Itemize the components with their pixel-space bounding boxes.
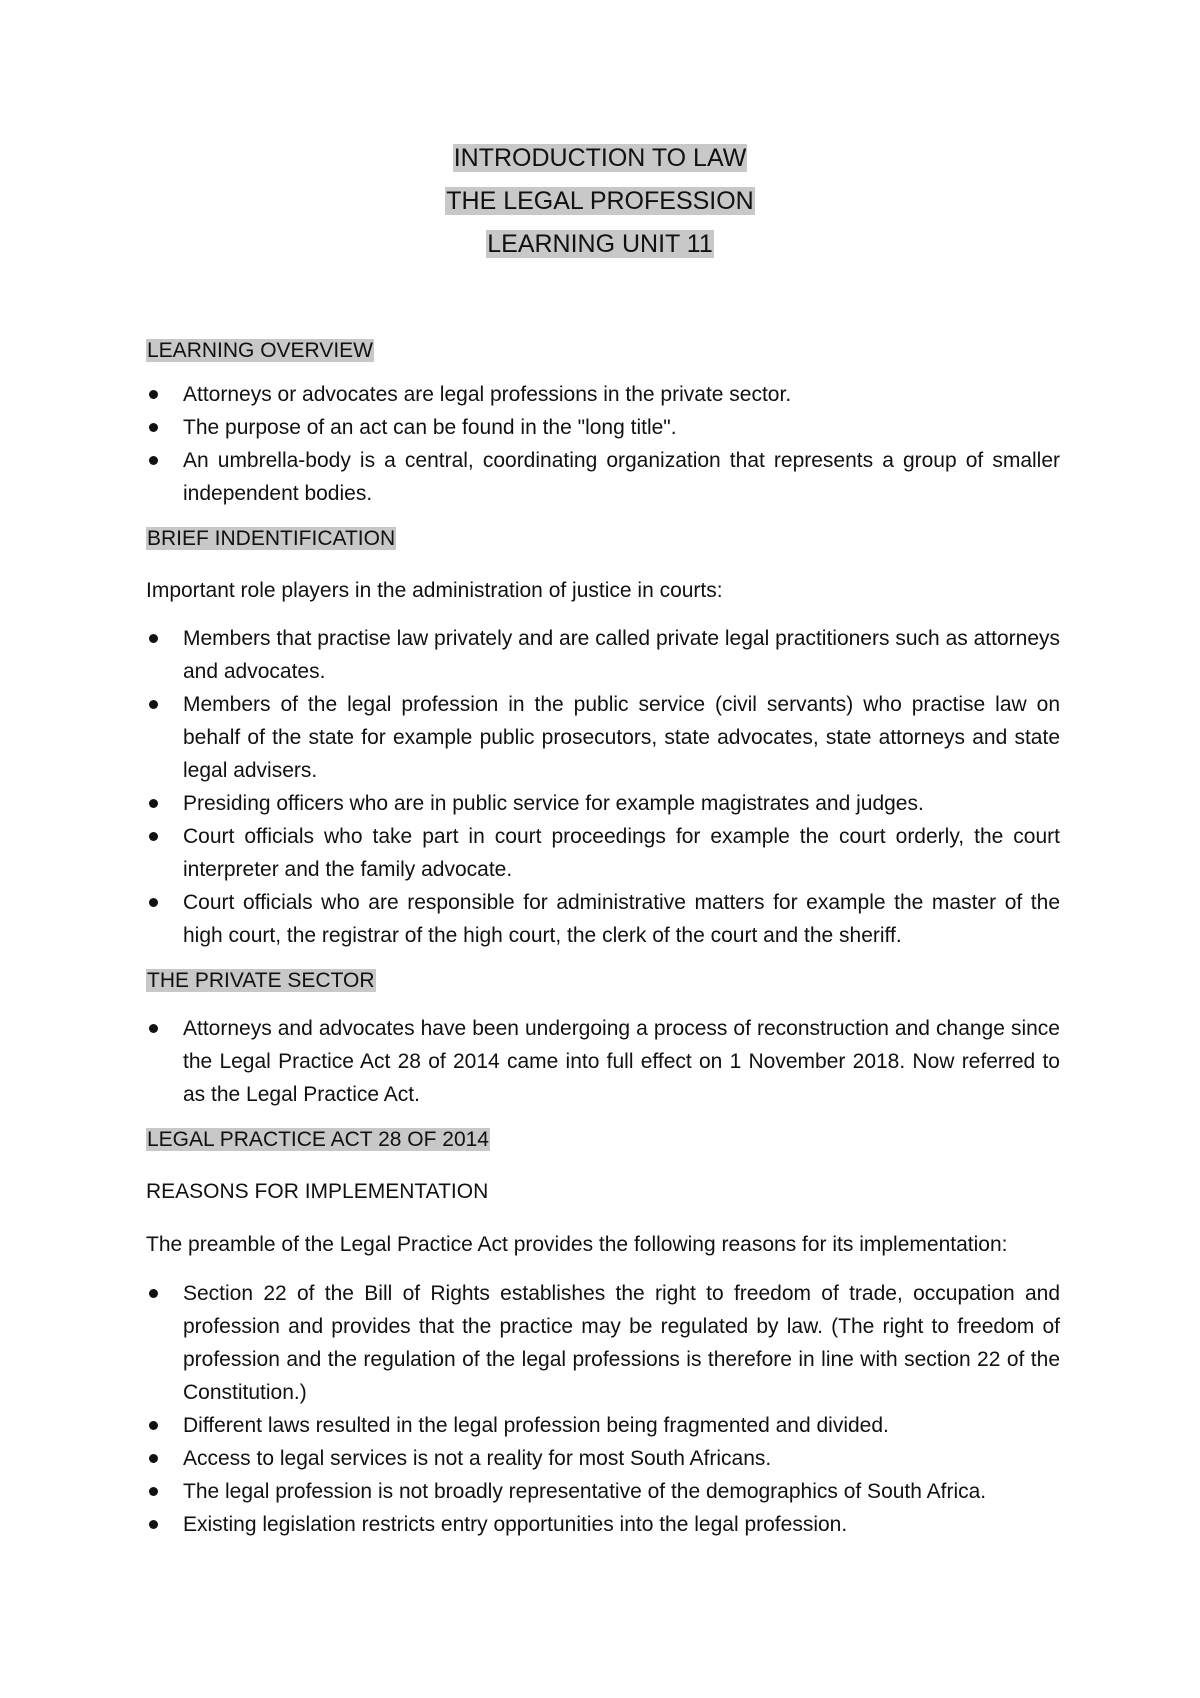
paragraph-preamble-intro: The preamble of the Legal Practice Act provides the following reasons for its implementation: <box>146 1233 1008 1256</box>
bullet-list-role-players <box>146 622 1060 952</box>
list-item: Members that practise law privately and are called private legal practitioners such as attorneys and advocates. <box>146 622 1060 688</box>
title-line-3 <box>0 230 1200 262</box>
list-item: Attorneys and advocates have been undergoing a process of reconstruction and change since the Legal Practice Act 28 of 2014 came into full effect on 1 November 2018. Now referred to as the Legal Practice Act. <box>146 1012 1060 1111</box>
document-body <box>146 336 1060 1541</box>
list-item: Existing legislation restricts entry opportunities into the legal profession. <box>146 1508 1060 1541</box>
bullet-icon <box>149 799 158 808</box>
list-item: Different laws resulted in the legal profession being fragmented and divided. <box>146 1409 1060 1442</box>
section-heading-legal-practice-act: LEGAL PRACTICE ACT 28 OF 2014 <box>147 1128 489 1151</box>
section-heading-brief-identification: BRIEF INDENTIFICATION <box>147 527 396 550</box>
list-item: Presiding officers who are in public service for example magistrates and judges. <box>146 787 1060 820</box>
bullet-icon <box>149 1421 158 1430</box>
bullet-icon <box>149 1454 158 1463</box>
bullet-icon <box>149 1520 158 1529</box>
title-topic: THE LEGAL PROFESSION <box>446 187 754 215</box>
bullet-list-learning-overview <box>146 378 1060 510</box>
bullet-icon <box>149 1024 158 1033</box>
list-item: Section 22 of the Bill of Rights establishes the right to freedom of trade, occupation and profession and provides that the practice may be regulated by law. (The right to freedom of profession and the regulation of the legal professions is therefore in line with section 22 of the Constitution.) <box>146 1277 1060 1409</box>
bullet-icon <box>149 423 158 432</box>
bullet-icon <box>149 700 158 709</box>
list-item: Court officials who take part in court proceedings for example the court orderly, the court interpreter and the family advocate. <box>146 820 1060 886</box>
bullet-icon <box>149 832 158 841</box>
section-heading-private-sector: THE PRIVATE SECTOR <box>147 969 375 992</box>
list-item: Members of the legal profession in the public service (civil servants) who practise law on behalf of the state for example public prosecutors, state advocates, state attorneys and state legal advisers. <box>146 688 1060 787</box>
list-item: Attorneys or advocates are legal professions in the private sector. <box>146 378 1060 411</box>
title-line-2 <box>0 187 1200 219</box>
bullet-icon <box>149 1487 158 1496</box>
bullet-list-reasons <box>146 1277 1060 1541</box>
bullet-icon <box>149 898 158 907</box>
title-line-1 <box>0 144 1200 176</box>
list-item: The purpose of an act can be found in the "long title". <box>146 411 1060 444</box>
section-heading-learning-overview: LEARNING OVERVIEW <box>147 339 373 362</box>
title-course: INTRODUCTION TO LAW <box>453 144 747 172</box>
list-item: Access to legal services is not a reality for most South Africans. <box>146 1442 1060 1475</box>
bullet-icon <box>149 390 158 399</box>
list-item: Court officials who are responsible for administrative matters for example the master of the high court, the registrar of the high court, the clerk of the court and the sheriff. <box>146 886 1060 952</box>
bullet-icon <box>149 634 158 643</box>
paragraph-role-players-intro: Important role players in the administration of justice in courts: <box>146 579 723 602</box>
list-item: The legal profession is not broadly representative of the demographics of South Africa. <box>146 1475 1060 1508</box>
bullet-icon <box>149 456 158 465</box>
title-block <box>0 144 1200 273</box>
list-item: An umbrella-body is a central, coordinating organization that represents a group of smaller independent bodies. <box>146 444 1060 510</box>
title-unit: LEARNING UNIT 11 <box>487 230 713 258</box>
bullet-list-private-sector <box>146 1012 1060 1111</box>
bullet-icon <box>149 1289 158 1298</box>
subheading-reasons-for-implementation: REASONS FOR IMPLEMENTATION <box>146 1180 489 1203</box>
